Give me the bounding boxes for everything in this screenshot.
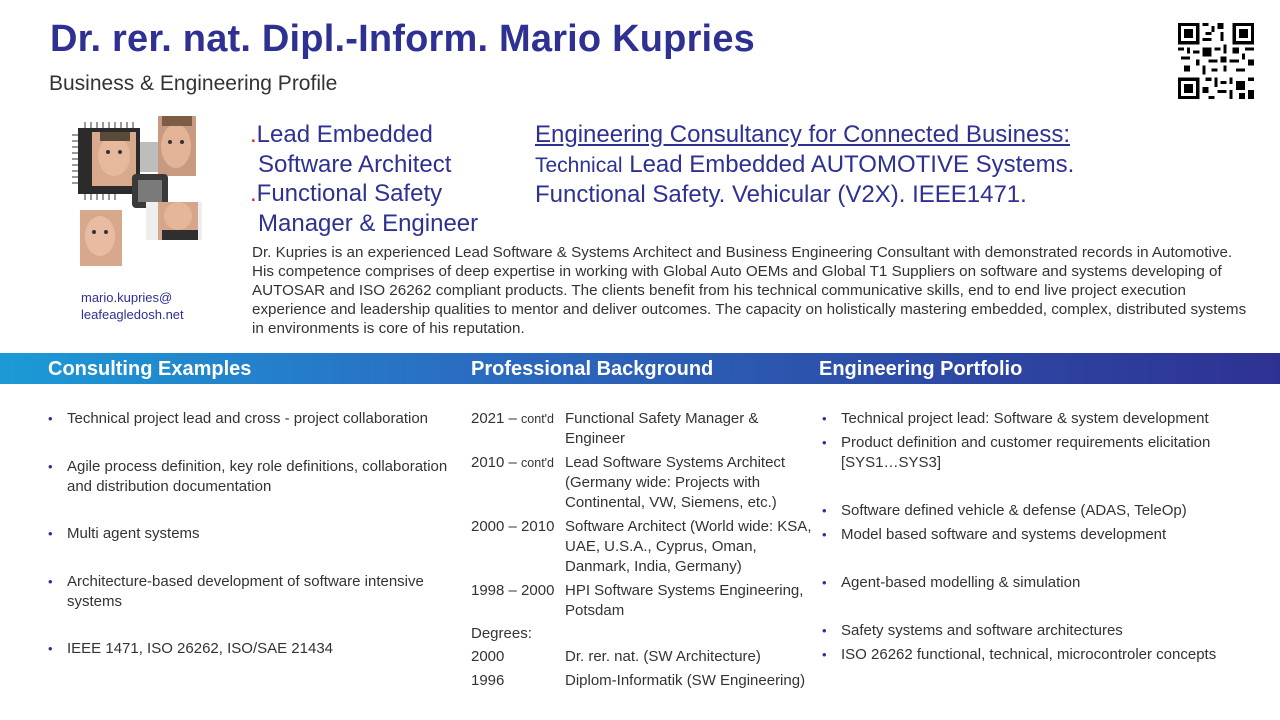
list-item: • Software defined vehicle & defense (ADAS, TeleOp) [822,501,1242,521]
qr-code-icon[interactable] [1178,22,1254,100]
background-contd: cont'd [521,412,555,426]
list-item: • IEEE 1471, ISO 26262, ISO/SAE 21434 [48,639,448,659]
tagline-line-2: Lead Embedded AUTOMOTIVE Systems. [622,150,1075,178]
background-row [471,409,816,449]
list-item: • Agent-based modelling & simulation [822,573,1242,593]
tagline-block [535,120,1074,210]
page-subtitle: Business & Engineering Profile [49,72,338,95]
background-contd: cont'd [521,456,555,470]
list-item: • ISO 26262 functional, technical, microcontroler concepts [822,645,1242,665]
section-header-band [0,353,1280,384]
degree-desc: Dr. rer. nat. (SW Architecture) [565,648,761,665]
tagline-technical: Technical [535,153,623,177]
background-year: 2010 – [471,454,522,471]
background-desc: Functional Safety Manager & Engineer [565,410,759,447]
role-line-4: Manager & Engineer [258,209,479,237]
background-row [471,517,816,577]
list-item: • Safety systems and software architectures [822,621,1242,641]
section-heading-portfolio: Engineering Portfolio [819,358,1023,380]
degree-row [471,671,816,691]
degree-row [471,647,816,667]
background-desc: Software Architect (World wide: KSA, UAE, U.S.A., Cyprus, Oman, Danmark, India, Germany) [565,518,812,575]
role-line-3: Functional Safety [256,180,443,207]
section-heading-consulting: Consulting Examples [48,358,252,380]
degrees-label: Degrees: [471,625,532,642]
background-year: 2000 – 2010 [471,518,555,535]
background-desc: HPI Software Systems Engineering, Potsdam [565,582,804,619]
list-item: • Product definition and customer requirements elicitation [SYS1…SYS3] [822,433,1242,473]
background-row [471,581,816,621]
degree-year: 2000 [471,648,505,665]
bio-paragraph: Dr. Kupries is an experienced Lead Software & Systems Architect and Business Engineering Consultant with demonstrated records in Automotive. His competence comprises of deep expertise in working with Global Auto OEMs and Global T1 Suppliers on software and systems developing of AUTOSAR and ISO 26262 compliant products. The clients benefit from his technical communicative skills, end to end live project execution experience and leadership qualities to mentor and deliver outcomes. The capacity on holistically mastering embedded, complex, distributed systems in environments is core of his reputation. [252,244,1247,337]
degree-year: 1996 [471,672,505,689]
list-item: • Multi agent systems [48,524,448,544]
degree-desc: Diplom-Informatik (SW Engineering) [565,672,806,689]
role-bullet-dot: . [250,121,257,148]
role-line-1: Lead Embedded [256,121,433,148]
list-item: • Technical project lead and cross - project collaboration [48,409,448,429]
background-year: 2021 – [471,410,522,427]
email-line-2: leafeagledosh.net [81,307,184,322]
list-item: • Technical project lead: Software & system development [822,409,1242,429]
profile-photo-collage [70,112,210,270]
section-heading-background: Professional Background [471,358,714,380]
role-bullet-dot: . [250,180,257,207]
list-item: • Model based software and systems development [822,525,1242,545]
tagline-line-3: Functional Safety. Vehicular (V2X). IEEE1471. [535,181,1027,208]
background-desc: Lead Software Systems Architect (Germany wide: Projects with Continental, VW, Siemens, etc.) [565,454,786,511]
tagline-heading[interactable]: Engineering Consultancy for Connected Business: [535,121,1070,148]
consulting-list [48,409,448,659]
list-item: • Agile process definition, key role definitions, collaboration and distribution documentation [48,457,448,497]
background-row [471,453,816,513]
page-title: Dr. rer. nat. Dipl.-Inform. Mario Kupries [50,18,755,60]
background-year: 1998 – 2000 [471,582,555,599]
email-line-1: mario.kupries@ [81,290,173,305]
role-line-2: Software Architect [258,150,452,178]
roles-block [250,120,478,238]
background-list [471,409,816,691]
contact-email[interactable] [81,289,184,323]
portfolio-list [822,409,1242,665]
list-item: • Architecture-based development of software intensive systems [48,572,448,612]
